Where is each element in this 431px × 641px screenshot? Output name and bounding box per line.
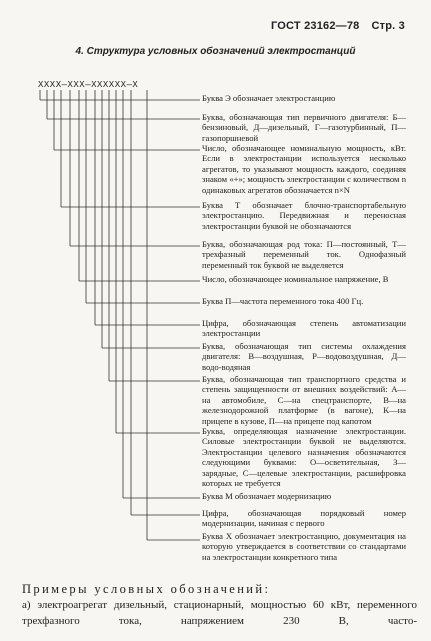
entry-10: Буква, обозначающая тип транспортного средства и степень защищенности от внешних воздействий: А—на автомобиле, С—на спецтранспорте, В—на железнодорожной платформе (в вагоне), К—на прицепе в кузове, П—на прицепе под капотом: [202, 374, 406, 426]
entry-13: Цифра, обозначающая порядковый номер модернизации, начиная с первого: [202, 508, 406, 529]
entry-8: Цифра, обозначающая степень автоматизации электростанции: [202, 318, 406, 339]
designation-code-pattern: XXXX—XXX—XXXXXX—X: [38, 80, 139, 90]
entry-12: Буква М обозначает модернизацию: [202, 491, 332, 501]
standard-number: ГОСТ 23162—78: [270, 20, 360, 32]
example-a: а) электроагрегат дизельный, стационарный, мощностью 60 кВт, переменного трехфазного тока, напряжением 230 В, часто-: [22, 599, 417, 627]
entry-5: Буква, обозначающая род тока: П—постоянный, Т—трехфазный переменный ток. Однофазный переменный ток буквой не выделяется: [202, 239, 406, 270]
entry-1: Буква Э обозначает электростанцию: [202, 93, 336, 103]
entry-2: Буква, обозначающая тип первичного двигателя: Б—бензиновый, Д—дизельный, Г—газотурбинный, П—газопоршневой: [202, 112, 406, 143]
examples-title: Примеры условных обозначений:: [22, 582, 271, 596]
entry-7: Буква П—частота переменного тока 400 Гц.: [202, 296, 364, 306]
entry-3: Число, обозначающее номинальную мощность, кВт. Если в электростанции используется несколько агрегатов, то указывают мощность каждого, соединяя знаком «+»; мощность электростанции с количеством n одинаковых агрегатов обозначается n×N: [202, 143, 406, 195]
entry-9: Буква, обозначающая тип системы охлаждения двигателя: В—воздушная, Р—водовоздушная, Д—водо-водяная: [202, 341, 406, 372]
entry-4: Буква Т обозначает блочно-транспортабельную электростанцию. Передвижная и переносная электростанции буквой не обозначаются: [202, 200, 406, 231]
entry-14: Буква Х обозначает электростанцию, документация на которую утверждается в соответствии со стандартами на электростанции конкретного типа: [202, 531, 406, 562]
entry-6: Число, обозначающее номинальное напряжение, В: [202, 274, 389, 284]
entry-11: Буква, определяющая назначение электростанции. Силовые электростанции буквой не выделяются. Электростанции целевого назначения обозначаются следующими буквами: О—осветительная, З—зарядные, С—целевые электростанции, расшифровка которых не требуется: [202, 426, 406, 489]
page-number: Стр. 3: [371, 20, 405, 32]
section-title: 4. Структура условных обозначений электростанций: [75, 46, 356, 57]
